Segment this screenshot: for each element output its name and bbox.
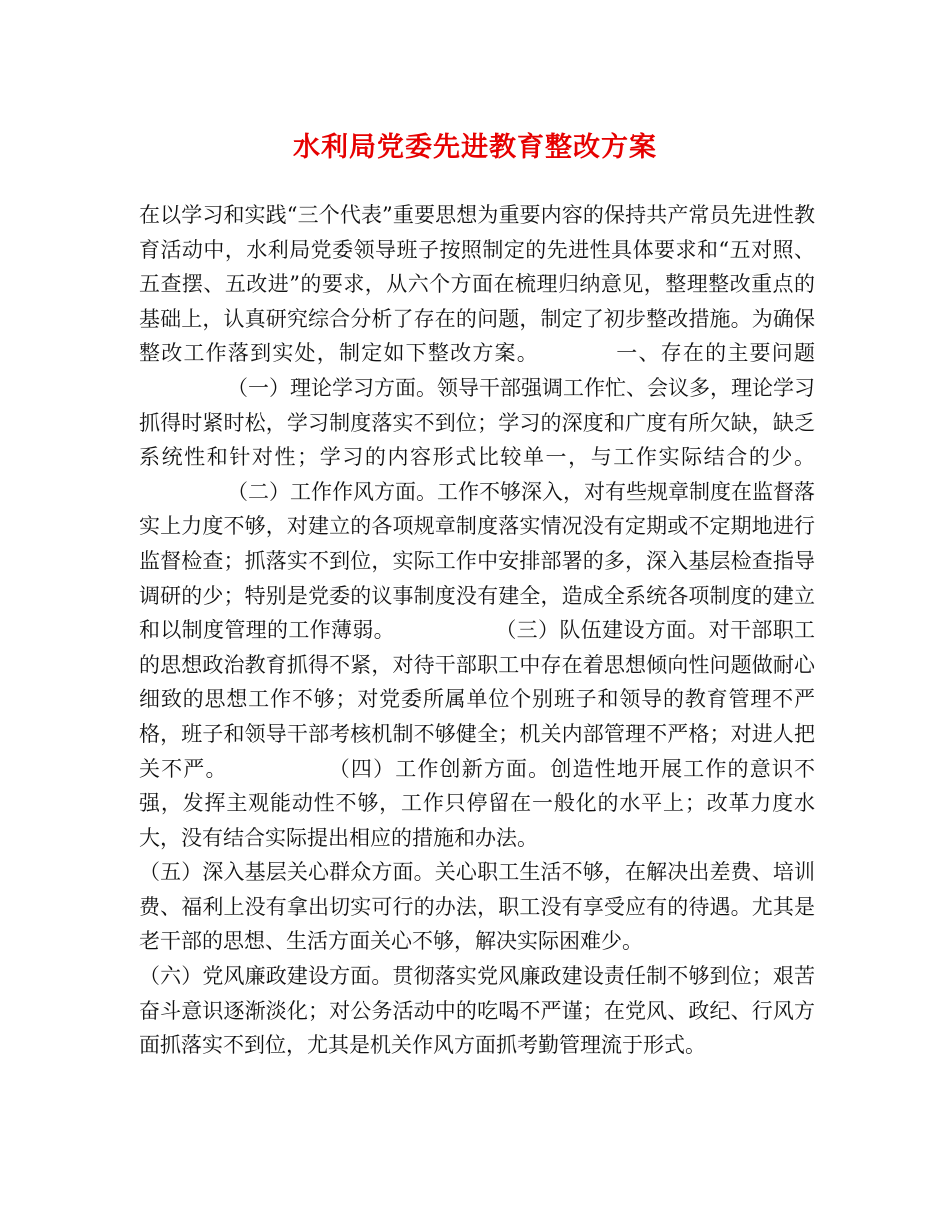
document-body	[139, 198, 815, 1063]
document-title: 水利局党委先进教育整改方案	[293, 132, 657, 163]
paragraph-problems	[139, 198, 815, 855]
item-team-building: （三）队伍建设方面。对干部职工的思想政治教育抓得不紧，对待干部职工中存在着思想倾向性问题做耐心细致的思想工作不够；对党委所属单位个别班子和领导的教育管理不严格，班子和领导干部考核机制不够健全；机关内部管理不严格；对进人把关不严。	[139, 618, 815, 781]
item-work-innovation: （四）工作创新方面。创造性地开展工作的意识不强，发挥主观能动性不够，工作只停留在一般化的水平上；改革力度水大，没有结合实际提出相应的措施和办法。	[139, 756, 816, 850]
item-theory-study: （一）理论学习方面。领导干部强调工作忙、会议多，理论学习抓得时紧时松，学习制度落实不到位；学习的深度和广度有所欠缺，缺乏系统性和针对性；学习的内容形式比较单一，与工作实际结合的少。	[139, 375, 815, 470]
item-work-style: （二）工作作风方面。工作不够深入，对有些规章制度在监督落实上力度不够，对建立的各项规章制度落实情况没有定期或不定期地进行监督检查；抓落实不到位，实际工作中安排部署的多，深入基层检查指导调研的少；特别是党委的议事制度没有建全，造成全系统各项制度的建立和以制度管理的工作薄弱。	[139, 479, 815, 643]
intro-text: 在以学习和实践“三个代表”重要思想为重要内容的保持共产常员先进性教育活动中，水利局党委领导班子按照制定的先进性具体要求和“五对照、五查摆、五改进”的要求，从六个方面在梳理归纳意见，整理整改重点的基础上，认真研究综合分析了存在的问题，制定了初步整改措施。为确保整改工作落到实处，制定如下整改方案。	[139, 203, 815, 366]
paragraph-grassroots: （五）深入基层关心群众方面。关心职工生活不够，在解决出差费、培训费、福利上没有拿出切实可行的办法，职工没有享受应有的待遇。尤其是老干部的思想、生活方面关心不够，解决实际困难少。	[139, 860, 815, 954]
paragraph-integrity: （六）党风廉政建设方面。贯彻落实党风廉政建设责任制不够到位；艰苦奋斗意识逐渐淡化；对公务活动中的吃喝不严谨；在党风、政纪、行风方面抓落实不到位，尤其是机关作风方面抓考勤管理流于形式。	[139, 964, 815, 1058]
section-heading-problems: 一、存在的主要问题	[615, 341, 815, 366]
